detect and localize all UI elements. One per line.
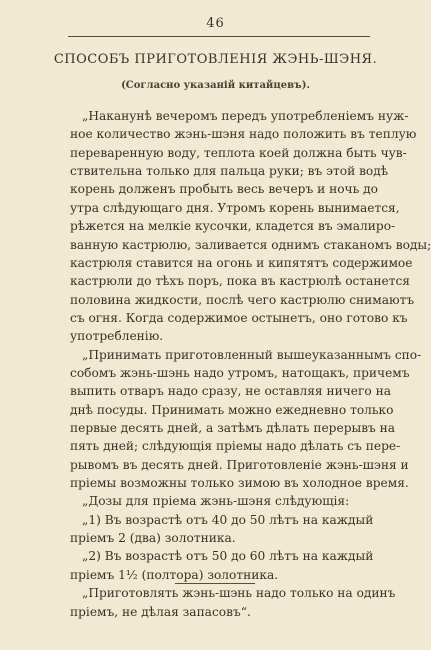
text-line: пріемъ 1½ (полтора) золотника. [70,567,279,582]
text-line: половина жидкости, послѣ чего кастрюлю снимаютъ [70,292,415,307]
text-line: ное количество жэнь-шэня надо положить въ теплую [70,127,417,142]
text-line: рывомъ въ десять дней. Приготовленіе жэнь-шэня и [70,457,409,472]
text-line: съ огня. Когда содержимое остынетъ, оно готово къ [70,310,408,325]
text-line: корень долженъ пробыть весь вечеръ и ночь до [70,182,378,197]
text-line: „Приготовлять жэнь-шэнь надо только на одинъ [82,586,396,601]
text-line: пять дней; слѣдующія пріемы надо дѣлать съ пере- [70,439,401,454]
text-line: ствительна только для пальца руки; въ этой водѣ [70,164,389,179]
text-line: кастрюля ставится на огонь и кипятятъ содержимое [70,255,413,270]
text-line: пріемы возможны только зимою въ холодное время. [70,476,409,490]
text-line: „Принимать приготовленный вышеуказаннымъ спо- [82,347,422,362]
text-line: собомъ жэнь-шэнь надо утромъ, натощакъ, причемъ [70,365,410,380]
text-line: первые десять дней, а затѣмъ дѣлать перерывъ на [70,421,396,435]
text-line: „1) Въ возрастѣ отъ 40 до 50 лѣтъ на каждый [82,512,374,527]
text-line: переваренную воду, теплота коей должна быть чув- [70,145,407,160]
text-line: ванную кастрюлю, заливается однимъ стаканомъ воды; [70,237,431,252]
text-line: кастрюли до тѣхъ поръ, пока въ кастрюлѣ останется [70,274,410,289]
section-title: СПОСОБЪ ПРИГОТОВЛЕНІЯ ЖЭНЬ-ШЭНЯ. [53,52,378,67]
text-line: „Наканунѣ вечеромъ передъ употребленіемъ нуж- [82,109,409,123]
section-subtitle: (Согласно указаній китайцевъ). [121,80,310,91]
text-line: рѣжется на мелкіе кусочки, кладется въ эмалиро- [70,219,396,234]
text-line: пріемъ, не дѣлая запасовъ“. [70,604,251,619]
header-rule [68,36,370,37]
text-line: употребленію. [70,329,164,344]
text-line: днѣ посуды. Принимать можно ежедневно только [70,402,394,417]
end-rule [175,583,255,584]
page-number: 46 [206,16,225,31]
text-line: утра слѣдующаго дня. Утромъ корень вынимается, [70,200,400,215]
text-line: „2) Въ возрастѣ отъ 50 до 60 лѣтъ на каждый [82,549,374,564]
text-line: пріемъ 2 (два) золотника. [70,531,236,545]
text-line: выпить отваръ надо сразу, не оставляя ничего на [70,384,391,399]
text-line: „Дозы для пріема жэнь-шэня слѣдующія: [82,494,350,509]
